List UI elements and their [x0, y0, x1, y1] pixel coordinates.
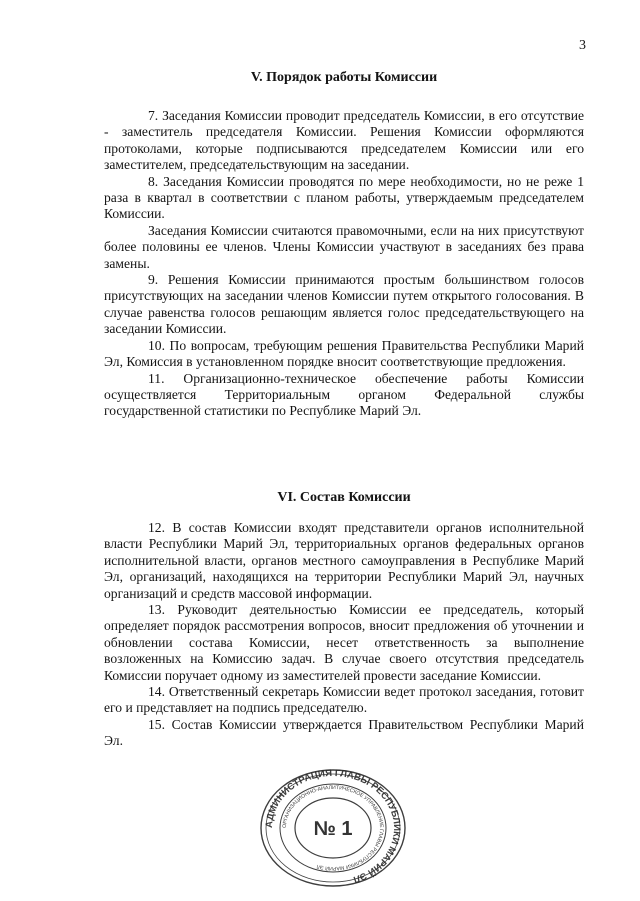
paragraph-10: 10. По вопросам, требующим решения Правительства Республики Марий Эл, Комиссия в установленном порядке вносит соответствующие предложения.	[104, 337, 584, 370]
page-number: 3	[579, 38, 586, 53]
section-5-heading: V. Порядок работы Комиссии	[250, 70, 438, 85]
paragraph-13: 13. Руководит деятельностью Комиссии ее председатель, который определяет порядок рассмотрения вопросов, вносит предложения об уточнении и обновлении состава Комиссии, несет ответственность за выполнение возложенных на Комиссию задач. В случае своего отсутствия председатель Комиссии поручает одному из заместителей провести заседание Комиссии.	[104, 602, 584, 683]
paragraph-11: 11. Организационно-техническое обеспечение работы Комиссии осуществляется Территориальным органом Федеральной службы государственной статистики по Республике Марий Эл.	[104, 370, 584, 419]
paragraph-8-quorum: Заседания Комиссии считаются правомочными, если на них присутствуют более половины ее членов. Члены Комиссии участвуют в заседаниях без права замены.	[104, 222, 584, 271]
paragraph-9: 9. Решения Комиссии принимаются простым большинством голосов присутствующих на заседании членов Комиссии путем открытого голосования. В случае равенства голосов решающим является голос председательствующего на заседании Комиссии.	[104, 272, 584, 337]
paragraph-12: 12. В состав Комиссии входят представители органов исполнительной власти Республики Марий Эл, территориальных органов федеральных органов исполнительной власти, органов местного самоуправления в Республике Марий Эл, организаций, находящихся на территории Республики Марий Эл, научных организаций и средств массовой информации.	[104, 520, 584, 601]
paragraph-14: 14. Ответственный секретарь Комиссии ведет протокол заседания, готовит его и представляет на подпись председателю.	[104, 684, 584, 716]
stamp-inner-text: ОРГАНИЗАЦИОННО-АНАЛИТИЧЕСКОЕ УПРАВЛЕНИЕ ГЛАВЫ РЕСПУБЛИКИ МАРИЙ ЭЛ	[281, 784, 385, 872]
paragraph-8: 8. Заседания Комиссии проводятся по мере необходимости, но не реже 1 раза в квартал в соответствии с планом работы, утверждаемым председателем Комиссии.	[104, 173, 584, 222]
stamp-center-text: № 1	[313, 818, 353, 840]
section-5-body	[104, 108, 584, 420]
section-6-body	[104, 520, 584, 750]
official-stamp	[258, 768, 408, 888]
stamp-outer-text: АДМИНИСТРАЦИЯ ГЛАВЫ РЕСПУБЛИКИ МАРИЙ ЭЛ	[263, 768, 403, 885]
section-6-heading: VI. Состав Комиссии	[277, 490, 411, 505]
paragraph-15: 15. Состав Комиссии утверждается Правительством Республики Марий Эл.	[104, 716, 584, 749]
paragraph-7: 7. Заседания Комиссии проводит председатель Комиссии, в его отсутствие - заместитель председателя Комиссии. Решения Комиссии оформляются протоколами, которые подписываются председателем Комиссии или его заместителем, председательствующим на заседании.	[104, 108, 584, 173]
